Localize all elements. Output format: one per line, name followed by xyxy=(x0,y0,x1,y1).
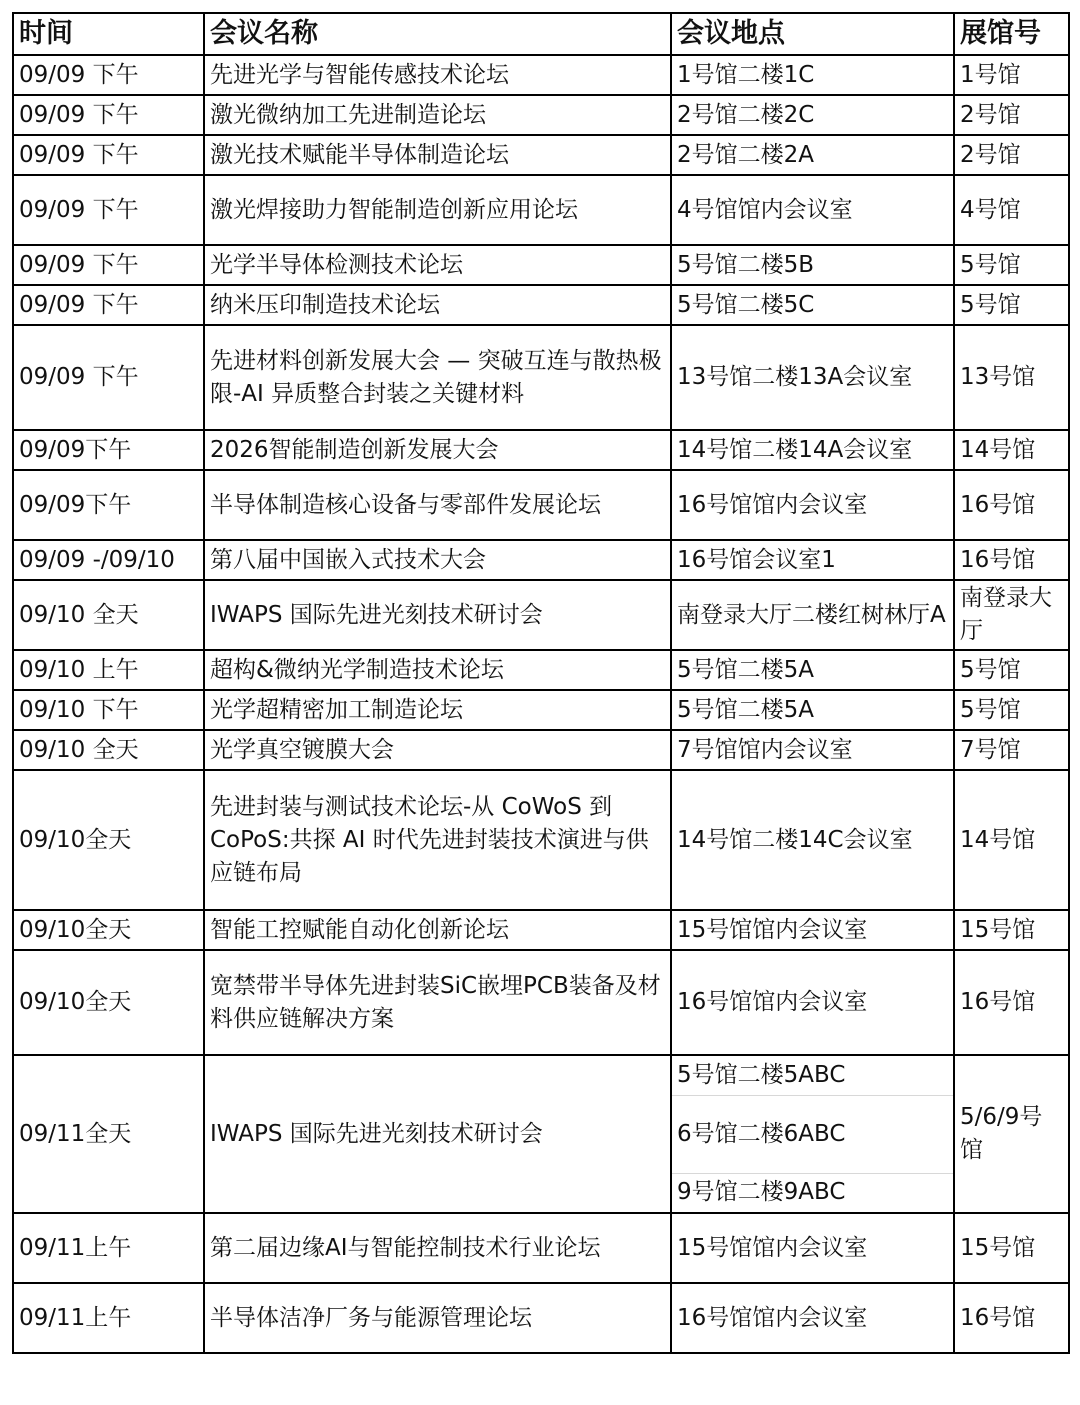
table-row xyxy=(13,650,1069,690)
time-cell: 09/10 下午 xyxy=(13,690,204,730)
header-time: 时间 xyxy=(13,13,204,55)
table-row xyxy=(13,540,1069,580)
name-cell: 宽禁带半导体先进封装SiC嵌埋PCB装备及材料供应链解决方案 xyxy=(204,950,671,1055)
venue-cell: 16号馆馆内会议室 xyxy=(671,1283,954,1353)
venue-cell: 14号馆二楼14A会议室 xyxy=(671,430,954,470)
hall-cell: 15号馆 xyxy=(954,910,1069,950)
venue-cell: 16号馆馆内会议室 xyxy=(671,470,954,540)
hall-cell: 5号馆 xyxy=(954,690,1069,730)
hall-cell: 5号馆 xyxy=(954,285,1069,325)
time-cell: 09/11全天 xyxy=(13,1055,204,1213)
hall-cell: 7号馆 xyxy=(954,730,1069,770)
venue-cell: 15号馆馆内会议室 xyxy=(671,910,954,950)
table-row xyxy=(13,95,1069,135)
time-cell: 09/09下午 xyxy=(13,470,204,540)
time-cell: 09/09 下午 xyxy=(13,55,204,95)
hall-cell: 1号馆 xyxy=(954,55,1069,95)
hall-cell: 15号馆 xyxy=(954,1213,1069,1283)
hall-cell: 5/6/9号馆 xyxy=(954,1055,1069,1213)
time-cell: 09/11上午 xyxy=(13,1213,204,1283)
table-row xyxy=(13,430,1069,470)
table-row xyxy=(13,770,1069,910)
hall-cell: 4号馆 xyxy=(954,175,1069,245)
venue-cell: 15号馆馆内会议室 xyxy=(671,1213,954,1283)
hall-cell: 14号馆 xyxy=(954,430,1069,470)
venue-cell: 13号馆二楼13A会议室 xyxy=(671,325,954,430)
hall-cell: 2号馆 xyxy=(954,95,1069,135)
hall-cell: 5号馆 xyxy=(954,245,1069,285)
name-cell: 第八届中国嵌入式技术大会 xyxy=(204,540,671,580)
venue-cell: 6号馆二楼6ABC xyxy=(671,1095,954,1173)
venue-cell: 5号馆二楼5A xyxy=(671,690,954,730)
time-cell: 09/10 上午 xyxy=(13,650,204,690)
table-row xyxy=(13,245,1069,285)
time-cell: 09/09 下午 xyxy=(13,325,204,430)
name-cell: 智能工控赋能自动化创新论坛 xyxy=(204,910,671,950)
hall-cell: 2号馆 xyxy=(954,135,1069,175)
hall-cell: 5号馆 xyxy=(954,650,1069,690)
name-cell: 先进封装与测试技术论坛-从 CoWoS 到 CoPoS:共探 AI 时代先进封装技术演进与供应链布局 xyxy=(204,770,671,910)
time-cell: 09/10 全天 xyxy=(13,580,204,650)
name-cell: 先进材料创新发展大会 — 突破互连与散热极限-AI 异质整合封装之关键材料 xyxy=(204,325,671,430)
venue-cell: 14号馆二楼14C会议室 xyxy=(671,770,954,910)
venue-cell: 16号馆馆内会议室 xyxy=(671,950,954,1055)
venue-cell: 2号馆二楼2C xyxy=(671,95,954,135)
name-cell: 先进光学与智能传感技术论坛 xyxy=(204,55,671,95)
venue-cell: 5号馆二楼5B xyxy=(671,245,954,285)
name-cell: 光学超精密加工制造论坛 xyxy=(204,690,671,730)
time-cell: 09/09 下午 xyxy=(13,285,204,325)
time-cell: 09/09 下午 xyxy=(13,175,204,245)
table-row xyxy=(13,950,1069,1055)
time-cell: 09/09 下午 xyxy=(13,245,204,285)
header-venue: 会议地点 xyxy=(671,13,954,55)
table-row xyxy=(13,1055,1069,1095)
table-row xyxy=(13,470,1069,540)
name-cell: 激光焊接助力智能制造创新应用论坛 xyxy=(204,175,671,245)
table-row xyxy=(13,1213,1069,1283)
time-cell: 09/09 下午 xyxy=(13,95,204,135)
table-row xyxy=(13,1283,1069,1353)
table-row xyxy=(13,325,1069,430)
hall-cell: 南登录大厅 xyxy=(954,580,1069,650)
name-cell: 光学半导体检测技术论坛 xyxy=(204,245,671,285)
table-header-row xyxy=(13,13,1069,55)
hall-cell: 16号馆 xyxy=(954,1283,1069,1353)
name-cell: 半导体洁净厂务与能源管理论坛 xyxy=(204,1283,671,1353)
name-cell: 光学真空镀膜大会 xyxy=(204,730,671,770)
table-row xyxy=(13,730,1069,770)
table-row xyxy=(13,55,1069,95)
hall-cell: 16号馆 xyxy=(954,540,1069,580)
venue-cell: 16号馆会议室1 xyxy=(671,540,954,580)
hall-cell: 16号馆 xyxy=(954,950,1069,1055)
time-cell: 09/10全天 xyxy=(13,910,204,950)
table-row xyxy=(13,175,1069,245)
name-cell: IWAPS 国际先进光刻技术研讨会 xyxy=(204,580,671,650)
hall-cell: 13号馆 xyxy=(954,325,1069,430)
header-hall: 展馆号 xyxy=(954,13,1069,55)
hall-cell: 16号馆 xyxy=(954,470,1069,540)
venue-cell: 2号馆二楼2A xyxy=(671,135,954,175)
name-cell: 半导体制造核心设备与零部件发展论坛 xyxy=(204,470,671,540)
venue-cell: 5号馆二楼5C xyxy=(671,285,954,325)
time-cell: 09/10全天 xyxy=(13,950,204,1055)
name-cell: 2026智能制造创新发展大会 xyxy=(204,430,671,470)
table-row xyxy=(13,285,1069,325)
table-row xyxy=(13,910,1069,950)
name-cell: 纳米压印制造技术论坛 xyxy=(204,285,671,325)
venue-cell: 9号馆二楼9ABC xyxy=(671,1173,954,1213)
time-cell: 09/09 -/09/10 xyxy=(13,540,204,580)
name-cell: IWAPS 国际先进光刻技术研讨会 xyxy=(204,1055,671,1213)
table-row xyxy=(13,135,1069,175)
conference-schedule-table xyxy=(12,12,1070,1354)
venue-cell: 南登录大厅二楼红树林厅A xyxy=(671,580,954,650)
venue-cell: 5号馆二楼5ABC xyxy=(671,1055,954,1095)
name-cell: 第二届边缘AI与智能控制技术行业论坛 xyxy=(204,1213,671,1283)
table-row xyxy=(13,690,1069,730)
time-cell: 09/09下午 xyxy=(13,430,204,470)
venue-cell: 5号馆二楼5A xyxy=(671,650,954,690)
venue-cell: 7号馆馆内会议室 xyxy=(671,730,954,770)
name-cell: 激光技术赋能半导体制造论坛 xyxy=(204,135,671,175)
time-cell: 09/10全天 xyxy=(13,770,204,910)
venue-cell: 4号馆馆内会议室 xyxy=(671,175,954,245)
table-row xyxy=(13,580,1069,650)
name-cell: 超构&微纳光学制造技术论坛 xyxy=(204,650,671,690)
hall-cell: 14号馆 xyxy=(954,770,1069,910)
header-name: 会议名称 xyxy=(204,13,671,55)
time-cell: 09/10 全天 xyxy=(13,730,204,770)
time-cell: 09/09 下午 xyxy=(13,135,204,175)
name-cell: 激光微纳加工先进制造论坛 xyxy=(204,95,671,135)
time-cell: 09/11上午 xyxy=(13,1283,204,1353)
venue-cell: 1号馆二楼1C xyxy=(671,55,954,95)
